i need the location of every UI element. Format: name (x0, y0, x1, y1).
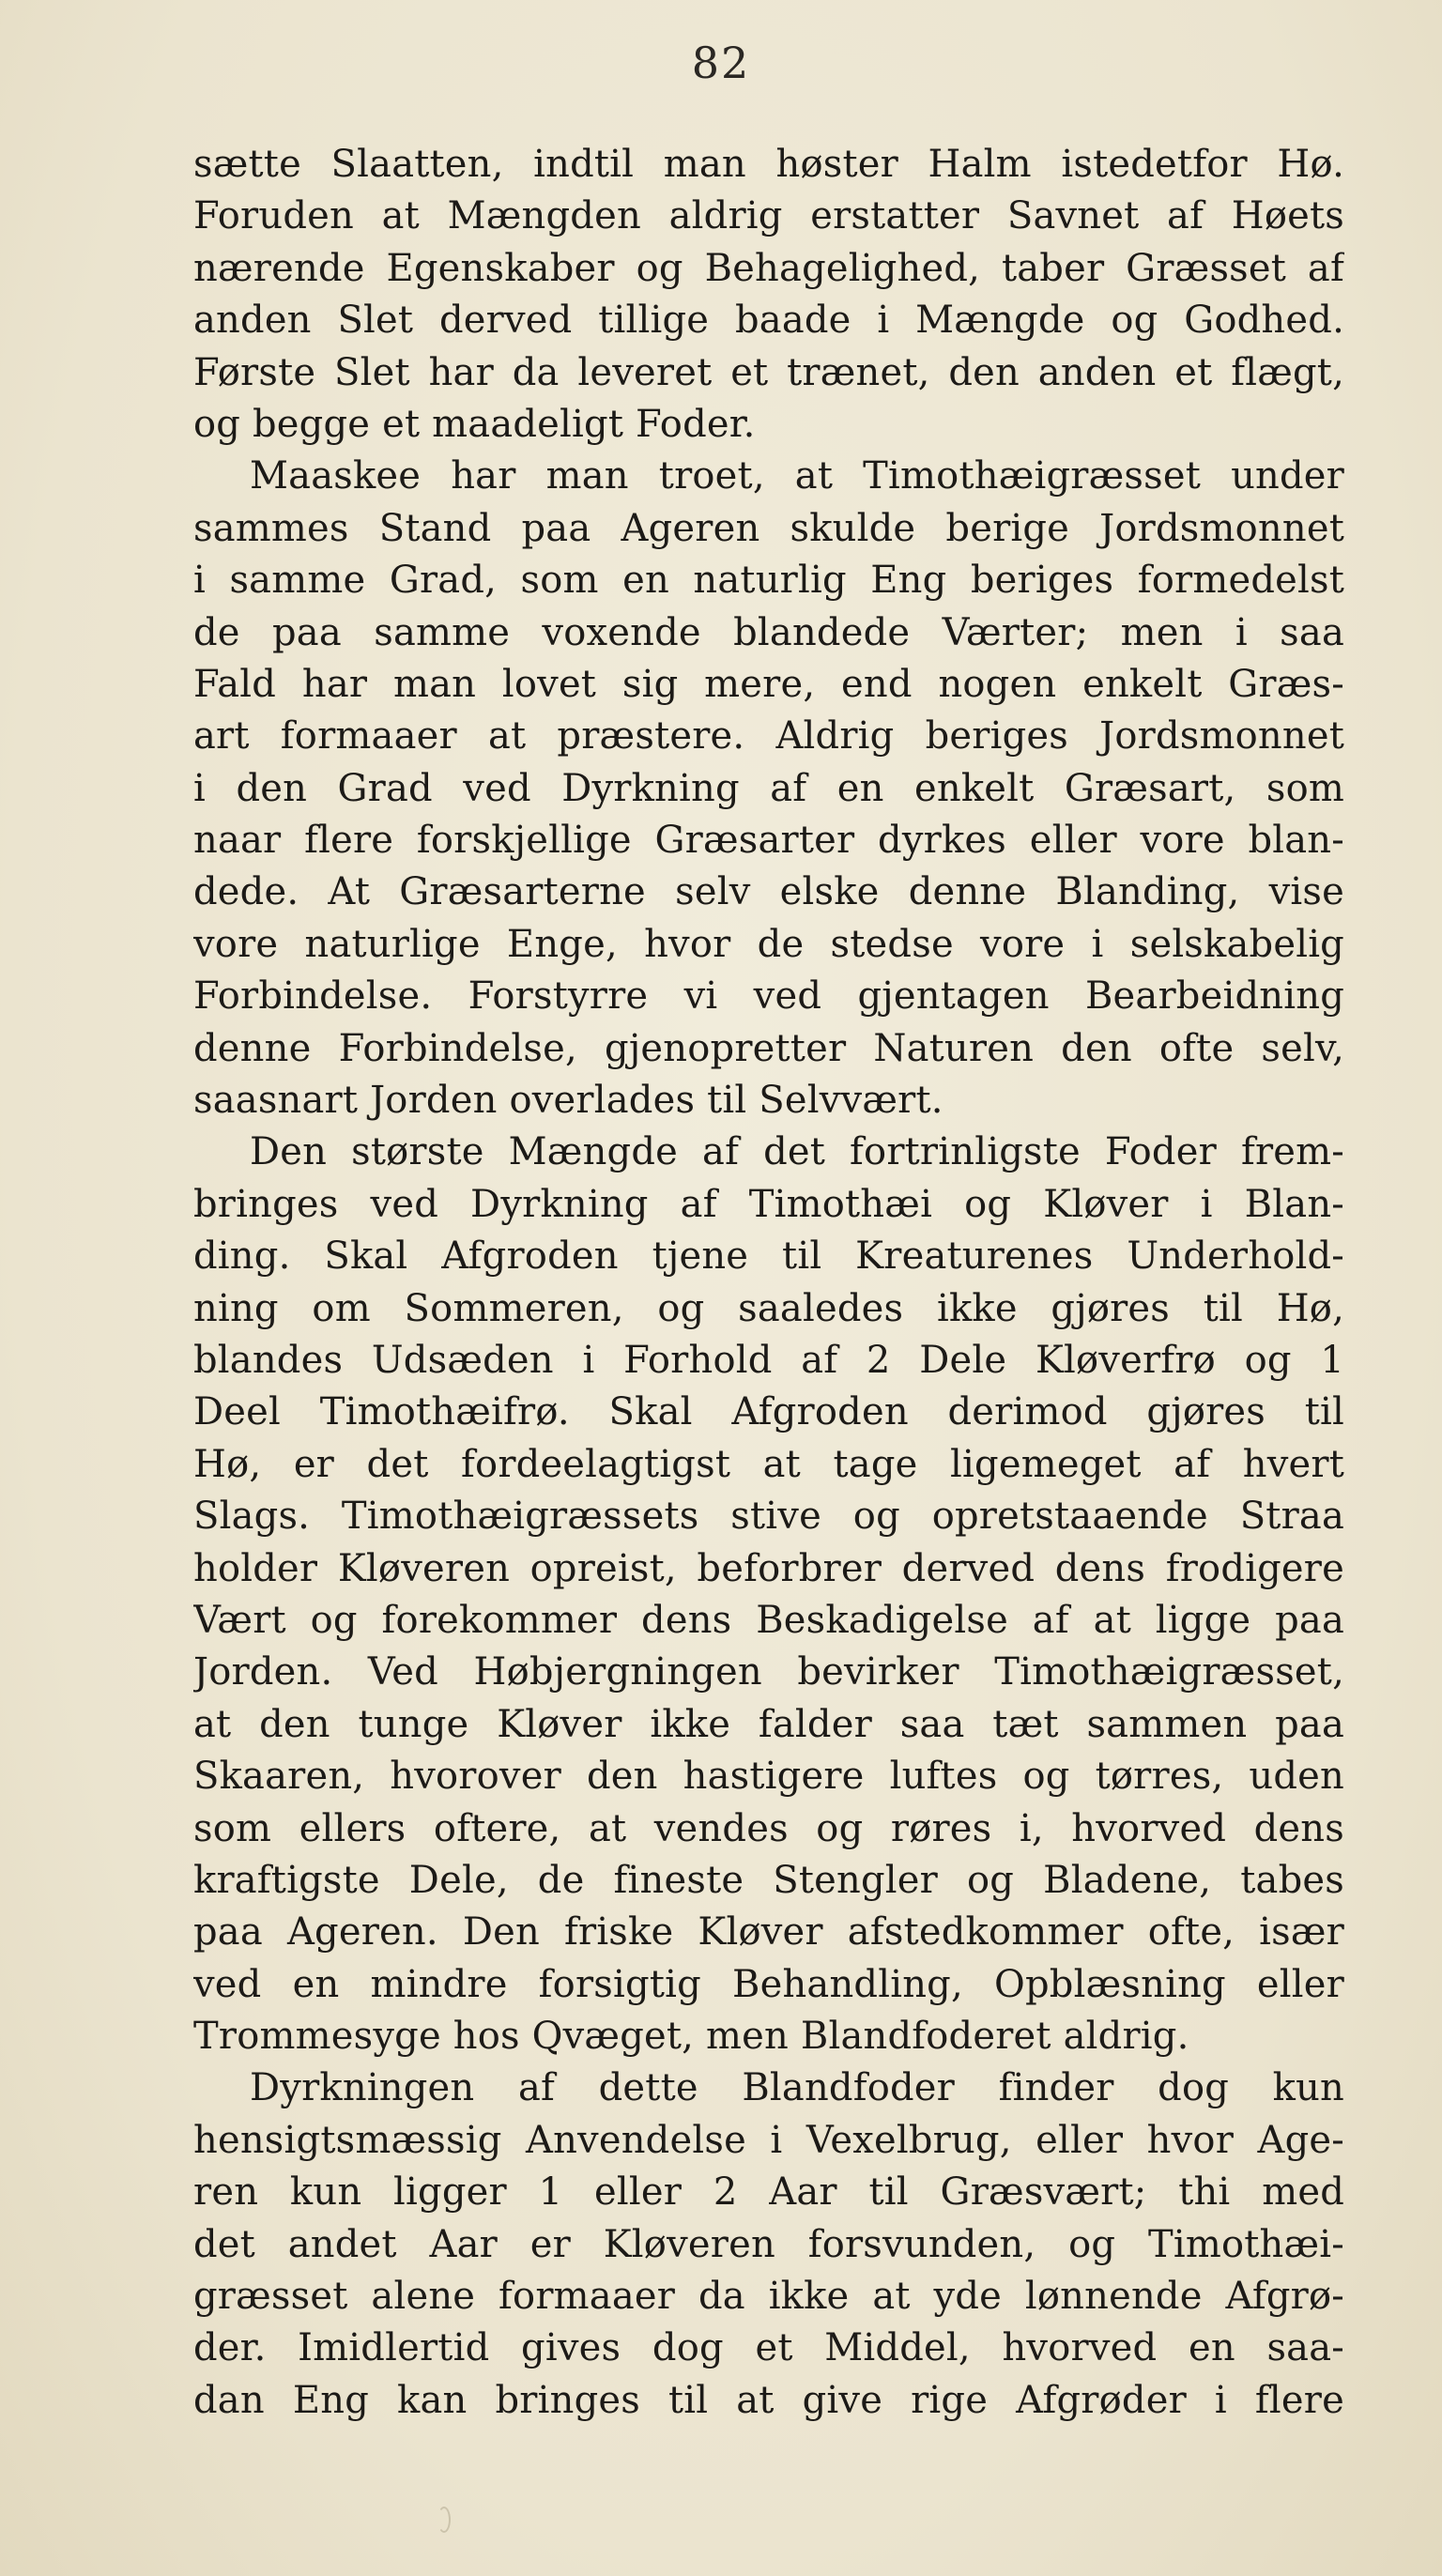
text-line: det andet Aar er Kløveren forsvunden, og Timothæi- (193, 2222, 1344, 2266)
text-line: Slags. Timothæigræssets stive og opretstaaende Straa (193, 1495, 1344, 1539)
text-line: nærende Egenskaber og Behagelighed, taber Græsset af (193, 246, 1344, 290)
text-line: sammes Stand paa Ageren skulde berige Jordsmonnet (193, 506, 1344, 550)
text-line: der. Imidlertid gives dog et Middel, hvorved en saa- (193, 2326, 1344, 2370)
text-line: de paa samme voxende blandede Værter; men i saa (193, 610, 1344, 654)
paragraph-start-line: Den største Mængde af det fortrinligste Foder frem- (250, 1130, 1344, 1174)
text-line: Forbindelse. Forstyrre vi ved gjentagen Bearbeidning (193, 974, 1344, 1019)
text-line: som ellers oftere, at vendes og røres i, hvorved dens (193, 1806, 1344, 1850)
text-line: Første Slet har da leveret et trænet, den anden et flægt, (193, 350, 1344, 394)
text-line: saasnart Jorden overlades til Selvvært. (193, 1079, 943, 1123)
text-line: blandes Udsæden i Forhold af 2 Dele Kløverfrø og 1 (193, 1338, 1344, 1382)
text-line: Vært og forekommer dens Beskadigelse af at ligge paa (193, 1598, 1344, 1642)
text-line: bringes ved Dyrkning af Timothæi og Kløver i Blan- (193, 1182, 1344, 1226)
text-line: at den tunge Kløver ikke falder saa tæt sammen paa (193, 1702, 1344, 1746)
text-line: i samme Grad, som en naturlig Eng beriges formedelst (193, 559, 1344, 603)
text-line: denne Forbindelse, gjenopretter Naturen den ofte selv, (193, 1026, 1344, 1070)
text-line: i den Grad ved Dyrkning af en enkelt Græsart, som (193, 766, 1344, 810)
text-line: ved en mindre forsigtig Behandling, Opblæsning eller (193, 1962, 1344, 2006)
page-number: 82 (691, 38, 751, 88)
text-line: ning om Sommeren, og saaledes ikke gjøres til Hø, (193, 1286, 1344, 1330)
text-line: Hø, er det fordeelagtigst at tage ligemeget af hvert (193, 1442, 1344, 1486)
text-line: kraftigste Dele, de fineste Stengler og Bladene, tabes (193, 1858, 1344, 1902)
text-line: art formaaer at præstere. Aldrig beriges Jordsmonnet (193, 714, 1344, 759)
text-line: paa Ageren. Den friske Kløver afstedkommer ofte, især (193, 1910, 1344, 1955)
text-line: ding. Skal Afgroden tjene til Kreaturenes Underhold- (193, 1234, 1344, 1279)
text-line: naar flere forskjellige Græsarter dyrkes eller vore blan- (193, 819, 1344, 863)
text-line: holder Kløveren opreist, beforbrer derved dens frodigere (193, 1546, 1344, 1590)
text-line: Deel Timothæifrø. Skal Afgroden derimod gjøres til (193, 1390, 1344, 1434)
text-line: Jorden. Ved Høbjergningen bevirker Timothæigræsset, (193, 1650, 1344, 1694)
text-line: hensigtsmæssig Anvendelse i Vexelbrug, eller hvor Age- (193, 2118, 1344, 2162)
text-line: Skaaren, hvorover den hastigere luftes og tørres, uden (193, 1755, 1344, 1799)
text-line: Fald har man lovet sig mere, end nogen enkelt Græs- (193, 662, 1344, 706)
text-line: dede. At Græsarterne selv elske denne Blanding, vise (193, 870, 1344, 914)
text-line: Trommesyge hos Qvæget, men Blandfoderet aldrig. (193, 2015, 1189, 2059)
paragraph-start-line: Maaskee har man troet, at Timothæigræsset under (250, 454, 1344, 498)
text-line: anden Slet derved tillige baade i Mængde og Godhed. (193, 299, 1344, 343)
text-line: dan Eng kan bringes til at give rige Afgrøder i flere (193, 2378, 1344, 2422)
body-text (193, 139, 1344, 2427)
text-line: sætte Slaatten, indtil man høster Halm istedetfor Hø. (193, 143, 1344, 186)
text-line: og begge et maadeligt Foder. (193, 402, 756, 446)
paper-blemish (437, 2507, 451, 2533)
paragraph-start-line: Dyrkningen af dette Blandfoder finder dog kun (250, 2066, 1344, 2110)
text-line: græsset alene formaaer da ikke at yde lønnende Afgrø- (193, 2275, 1344, 2319)
text-line: Foruden at Mængden aldrig erstatter Savnet af Høets (193, 194, 1344, 238)
text-line: vore naturlige Enge, hvor de stedse vore i selskabelig (193, 922, 1344, 966)
text-line: ren kun ligger 1 eller 2 Aar til Græsvært; thi med (193, 2170, 1344, 2215)
